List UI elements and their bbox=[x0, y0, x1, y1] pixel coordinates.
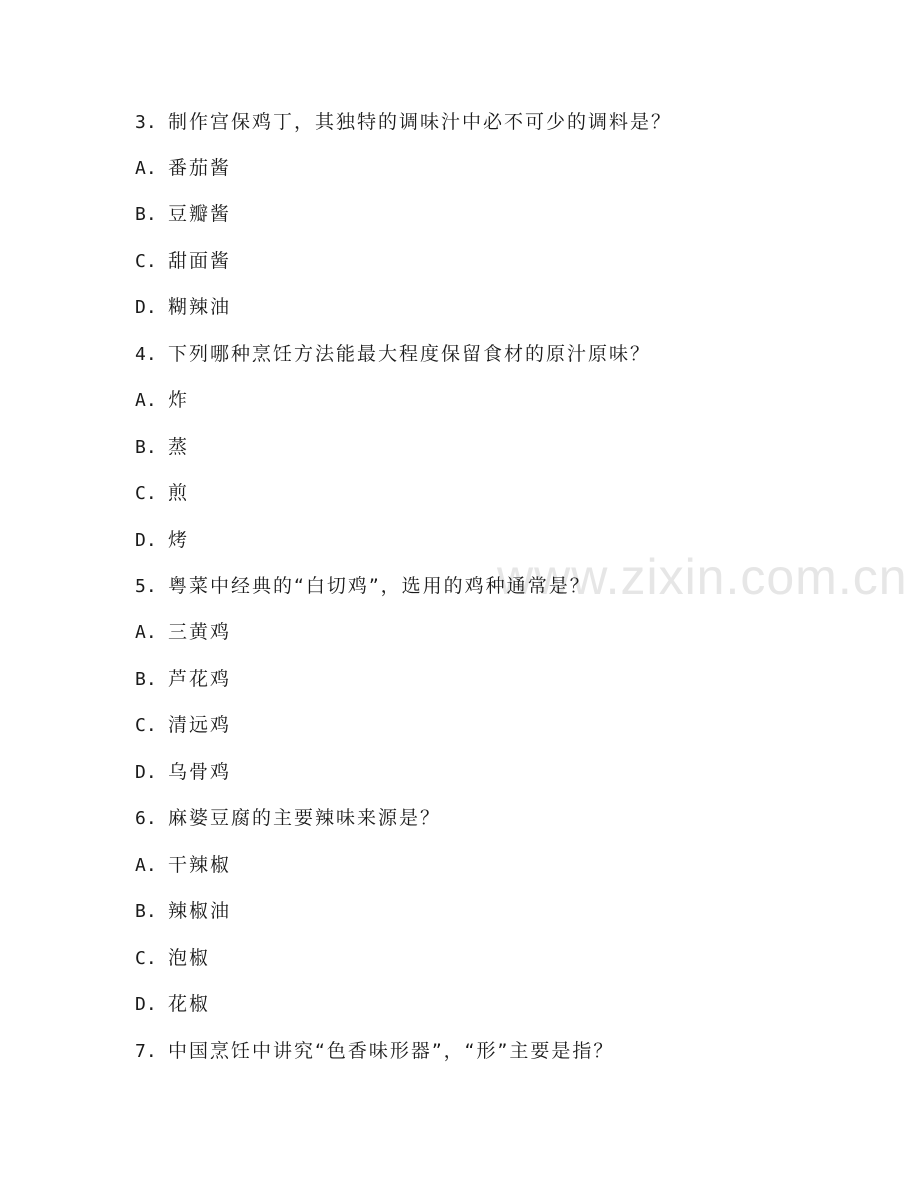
option-text: 煎 bbox=[168, 482, 190, 504]
option-label: A. bbox=[135, 158, 157, 179]
option-label: C. bbox=[135, 483, 157, 504]
question-number: 6. bbox=[135, 808, 157, 829]
option-text: 乌骨鸡 bbox=[168, 761, 232, 783]
option-text: 清远鸡 bbox=[168, 714, 232, 736]
option-label: D. bbox=[135, 297, 157, 318]
option-label: A. bbox=[135, 855, 157, 876]
option-6d bbox=[135, 989, 210, 1019]
question-text: 粤菜中经典的“白切鸡”，选用的鸡种通常是？ bbox=[168, 575, 591, 597]
option-text: 豆瓣酱 bbox=[168, 203, 232, 225]
option-4b bbox=[135, 432, 189, 462]
option-5a bbox=[135, 617, 231, 647]
question-text: 下列哪种烹饪方法能最大程度保留食材的原汁原味？ bbox=[168, 343, 652, 365]
option-text: 三黄鸡 bbox=[168, 621, 232, 643]
watermark: www.zixin.com.cn bbox=[497, 549, 908, 605]
option-text: 甜面酱 bbox=[168, 250, 232, 272]
option-label: A. bbox=[135, 622, 157, 643]
option-4c bbox=[135, 478, 189, 508]
question-number: 5. bbox=[135, 576, 157, 597]
option-label: B. bbox=[135, 901, 157, 922]
question-text: 中国烹饪中讲究“色香味形器”，“形”主要是指？ bbox=[168, 1040, 615, 1062]
option-text: 干辣椒 bbox=[168, 854, 232, 876]
question-number: 4. bbox=[135, 344, 157, 365]
question-text: 麻婆豆腐的主要辣味来源是？ bbox=[168, 807, 442, 829]
option-text: 辣椒油 bbox=[168, 900, 232, 922]
option-text: 蒸 bbox=[168, 436, 190, 458]
option-5d bbox=[135, 757, 231, 787]
option-label: C. bbox=[135, 251, 157, 272]
question-7 bbox=[135, 1036, 614, 1066]
option-3a bbox=[135, 153, 231, 183]
option-4d bbox=[135, 525, 189, 555]
option-label: B. bbox=[135, 437, 157, 458]
option-label: D. bbox=[135, 530, 157, 551]
option-3d bbox=[135, 292, 231, 322]
question-number: 7. bbox=[135, 1041, 157, 1062]
option-5b bbox=[135, 664, 231, 694]
option-text: 番茄酱 bbox=[168, 157, 232, 179]
question-6 bbox=[135, 803, 441, 833]
option-text: 泡椒 bbox=[168, 947, 211, 969]
option-6b bbox=[135, 896, 231, 926]
option-text: 烤 bbox=[168, 529, 190, 551]
question-text: 制作宫保鸡丁，其独特的调味汁中必不可少的调料是？ bbox=[168, 111, 673, 133]
option-label: A. bbox=[135, 390, 157, 411]
option-label: D. bbox=[135, 762, 157, 783]
option-3c bbox=[135, 246, 231, 276]
option-6a bbox=[135, 850, 231, 880]
question-number: 3. bbox=[135, 112, 157, 133]
option-6c bbox=[135, 943, 210, 973]
question-3 bbox=[135, 107, 672, 137]
option-4a bbox=[135, 385, 189, 415]
option-text: 炸 bbox=[168, 389, 190, 411]
option-label: B. bbox=[135, 669, 157, 690]
option-text: 花椒 bbox=[168, 993, 211, 1015]
option-label: D. bbox=[135, 994, 157, 1015]
question-4 bbox=[135, 339, 651, 369]
option-label: C. bbox=[135, 715, 157, 736]
option-label: C. bbox=[135, 948, 157, 969]
option-text: 芦花鸡 bbox=[168, 668, 232, 690]
option-5c bbox=[135, 710, 231, 740]
option-text: 糊辣油 bbox=[168, 296, 232, 318]
option-3b bbox=[135, 199, 231, 229]
option-label: B. bbox=[135, 204, 157, 225]
question-5 bbox=[135, 571, 591, 601]
